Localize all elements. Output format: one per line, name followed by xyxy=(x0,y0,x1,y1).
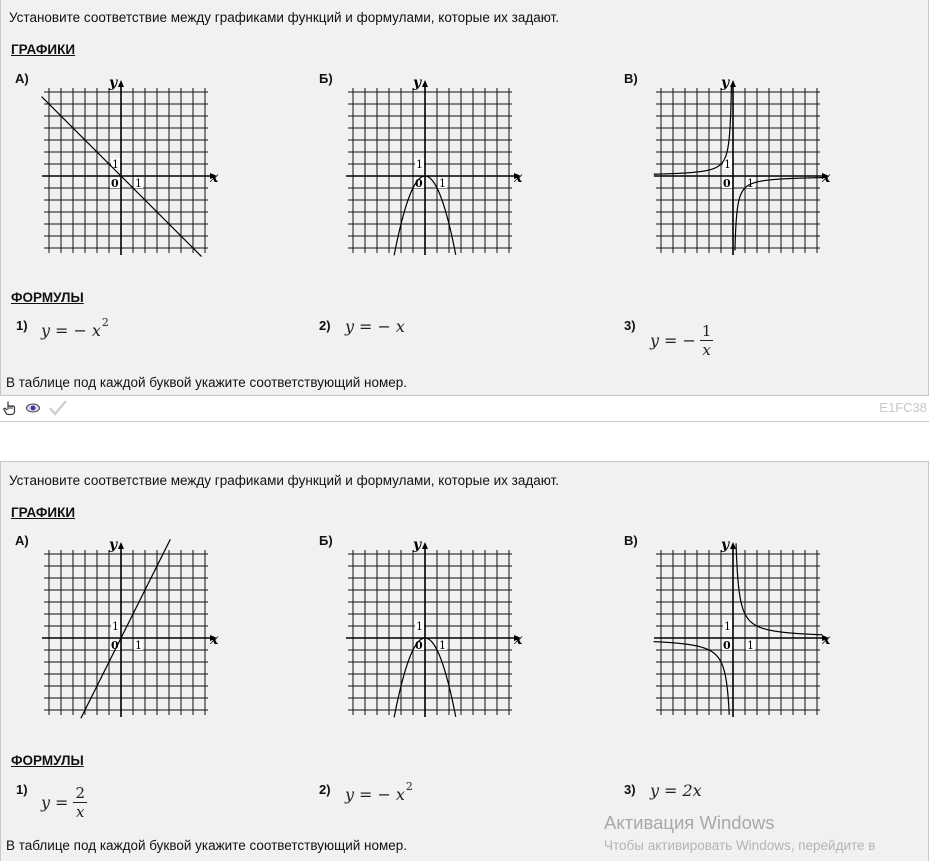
graphs-title: ГРАФИКИ xyxy=(11,42,76,57)
x-unit-label: 1 xyxy=(135,177,142,190)
hand-pointer-icon[interactable] xyxy=(1,399,19,417)
graph-b xyxy=(345,76,525,256)
x-unit-label: 1 xyxy=(135,639,142,652)
formula-1: y = $\frac{2}{x}$ xyxy=(41,783,85,821)
task-toolbar xyxy=(0,396,929,422)
y-axis-label: y xyxy=(721,537,730,553)
graph-label-v: В) xyxy=(624,533,638,548)
windows-activation-title: Активация Windows xyxy=(604,812,775,833)
graph-b xyxy=(345,538,525,718)
origin-label: 0 xyxy=(111,177,119,190)
instruction-text: В таблице под каждой буквой укажите соответствующий номер. xyxy=(6,838,408,853)
formula-number-3: 3) xyxy=(624,782,636,797)
formula-2: y = − x xyxy=(345,316,405,336)
graph-v xyxy=(653,76,833,256)
formula-number-3: 3) xyxy=(624,318,636,333)
x-unit-label: 1 xyxy=(439,639,446,652)
function-curve xyxy=(736,543,822,634)
y-axis-arrow xyxy=(118,542,124,549)
x-axis-label: x xyxy=(514,170,523,186)
x-unit-label: 1 xyxy=(439,177,446,190)
x-axis-label: x xyxy=(822,632,831,648)
function-curve xyxy=(654,85,732,174)
y-axis-arrow xyxy=(422,80,428,87)
y-axis-arrow xyxy=(118,80,124,87)
graph-label-v: В) xyxy=(624,71,638,86)
origin-label: 0 xyxy=(723,177,731,190)
eye-icon[interactable] xyxy=(24,399,42,417)
x-axis-label: x xyxy=(822,170,831,186)
windows-activation-subtitle: Чтобы активировать Windows, перейдите в xyxy=(604,838,876,853)
y-axis-label: y xyxy=(413,537,422,553)
origin-label: 0 xyxy=(415,639,423,652)
question-text: Установите соответствие между графиками функций и формулами, которые их задают. xyxy=(9,473,559,488)
grid-lines xyxy=(348,88,512,253)
graph-v xyxy=(653,538,833,718)
y-axis-label: y xyxy=(721,75,730,91)
y-axis-arrow xyxy=(422,542,428,549)
formula-number-2: 2) xyxy=(319,782,331,797)
formula-number-1: 1) xyxy=(16,318,28,333)
task-card-1 xyxy=(0,0,929,396)
graph-a xyxy=(41,76,221,256)
y-unit-label: 1 xyxy=(724,158,731,171)
question-text: Установите соответствие между графиками функций и формулами, которые их задают. xyxy=(9,10,559,25)
y-axis-label: y xyxy=(109,75,118,91)
graph-label-b: Б) xyxy=(319,71,333,86)
task-card-2 xyxy=(0,461,929,861)
y-unit-label: 1 xyxy=(112,158,119,171)
y-axis-arrow xyxy=(730,542,736,549)
x-axis-label: x xyxy=(514,632,523,648)
x-axis-label: x xyxy=(210,632,219,648)
graphs-title: ГРАФИКИ xyxy=(11,505,76,520)
x-unit-label: 1 xyxy=(747,177,754,190)
task-id: E1FC38 xyxy=(879,400,927,415)
y-unit-label: 1 xyxy=(724,620,731,633)
check-icon[interactable] xyxy=(47,399,69,417)
origin-label: 0 xyxy=(415,177,423,190)
formula-3: y = 2x xyxy=(650,780,702,800)
x-unit-label: 1 xyxy=(747,639,754,652)
graph-label-a: А) xyxy=(15,533,29,548)
x-axis-label: x xyxy=(210,170,219,186)
instruction-text: В таблице под каждой буквой укажите соответствующий номер. xyxy=(6,375,408,390)
formula-number-2: 2) xyxy=(319,318,331,333)
grid-lines xyxy=(656,88,820,253)
origin-label: 0 xyxy=(111,639,119,652)
y-axis-label: y xyxy=(413,75,422,91)
formula-number-1: 1) xyxy=(16,782,28,797)
grid-lines xyxy=(44,550,208,715)
formulas-title: ФОРМУЛЫ xyxy=(11,753,84,768)
y-unit-label: 1 xyxy=(416,158,423,171)
y-axis-label: y xyxy=(109,537,118,553)
graph-label-b: Б) xyxy=(319,533,333,548)
formula-3: y = − $\frac{1}{x}$ xyxy=(650,321,712,359)
formulas-title: ФОРМУЛЫ xyxy=(11,290,84,305)
grid-lines xyxy=(348,550,512,715)
formula-1: y = − x 2 xyxy=(41,315,109,340)
function-curve xyxy=(654,642,730,715)
grid-lines xyxy=(44,88,208,253)
formula-2: y = − x 2 xyxy=(345,779,413,804)
origin-label: 0 xyxy=(723,639,731,652)
y-unit-label: 1 xyxy=(112,620,119,633)
graph-label-a: А) xyxy=(15,71,29,86)
y-unit-label: 1 xyxy=(416,620,423,633)
graph-a xyxy=(41,538,221,718)
